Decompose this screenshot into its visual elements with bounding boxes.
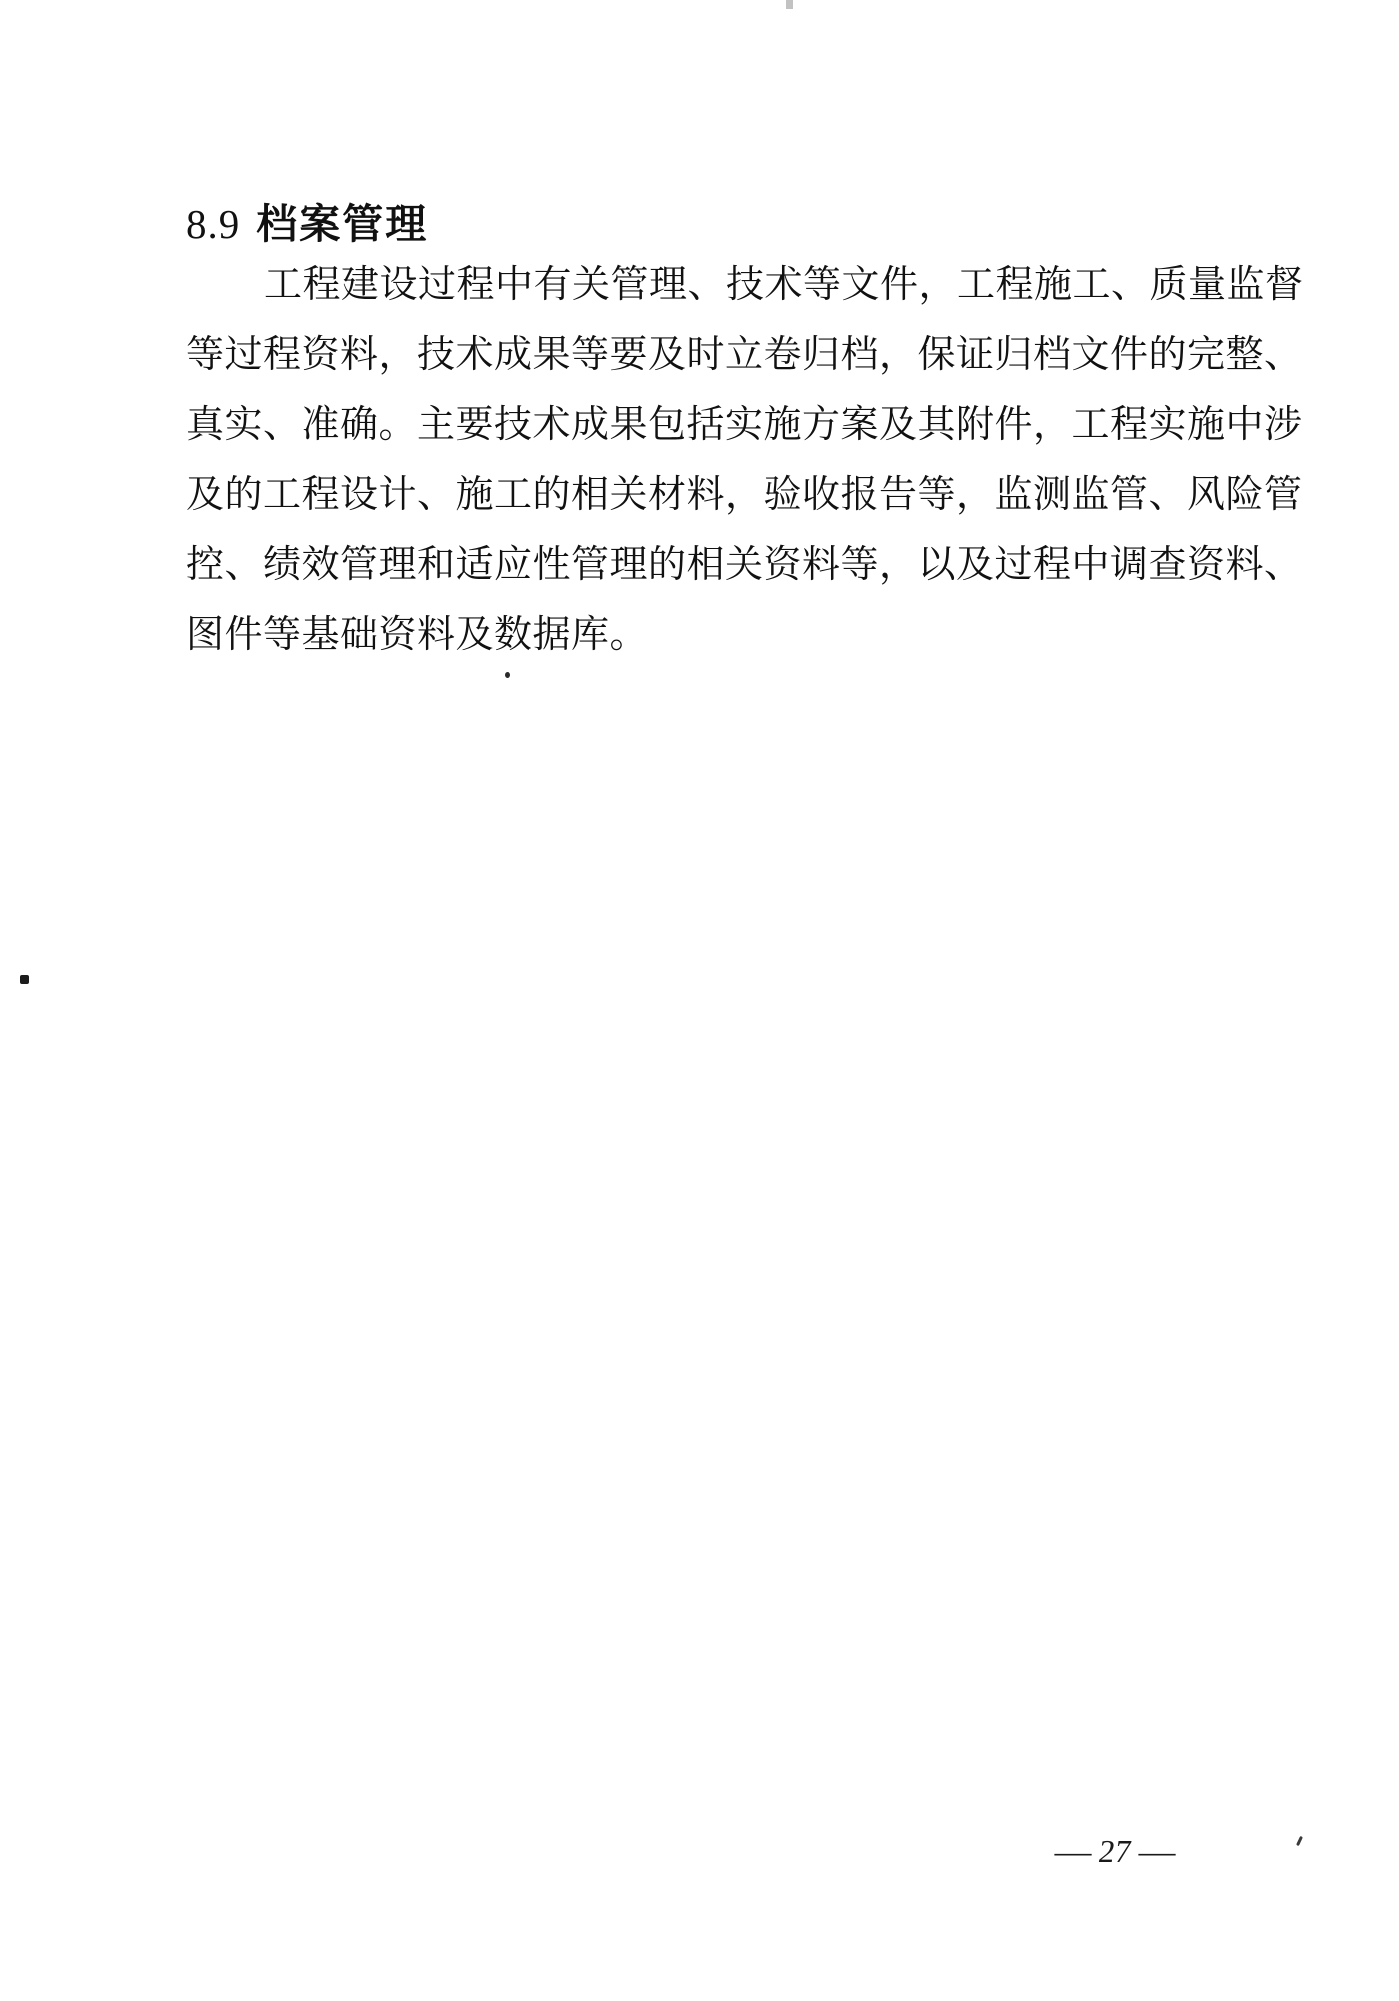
body-paragraph — [186, 250, 1304, 670]
scan-artifact-footer-speck — [1296, 1836, 1303, 1846]
page-number — [1030, 1833, 1200, 1869]
paragraph-line: 图件等基础资料及数据库。 — [186, 614, 649, 656]
scan-artifact-top-speck — [786, 0, 793, 9]
paragraph-line: 等过程资料，技术成果等要及时立卷归档，保证归档文件的完整、 — [186, 334, 1303, 376]
page-number-value: 27 — [1096, 1833, 1134, 1869]
section-number: 8.9 — [186, 201, 241, 247]
section-title: 档案管理 — [256, 201, 429, 247]
paragraph-line: 真实、准确。主要技术成果包括实施方案及其附件，工程实施中涉 — [186, 404, 1303, 446]
paragraph-line: 及的工程设计、施工的相关材料，验收报告等，监测监管、风险管 — [186, 474, 1303, 516]
section-heading — [186, 191, 428, 250]
page-number-right-dash: — — [1138, 1833, 1176, 1869]
page-number-left-dash: — — [1054, 1833, 1092, 1869]
scan-artifact-paragraph-dot — [505, 672, 510, 678]
paragraph-line: 工程建设过程中有关管理、技术等文件，工程施工、质量监督 — [264, 264, 1304, 306]
scan-artifact-left-margin-dot — [20, 975, 29, 984]
paragraph-line: 控、绩效管理和适应性管理的相关资料等，以及过程中调查资料、 — [186, 544, 1303, 586]
